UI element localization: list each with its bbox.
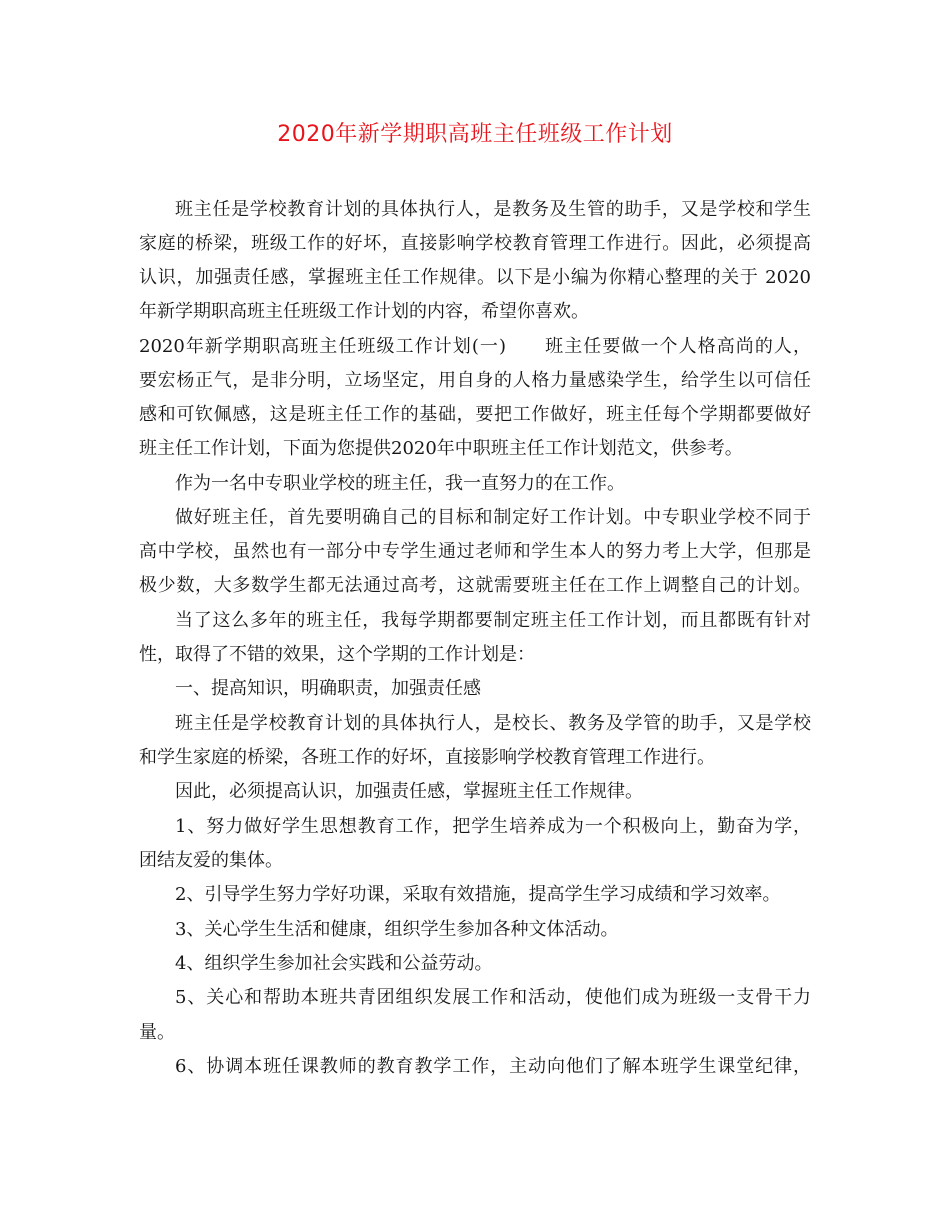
paragraph-line: 年新学期职高班主任班级工作计划的内容，希望你喜欢。	[139, 301, 589, 322]
paragraph-line: 1、努力做好学生思想教育工作，把学生培养成为一个积极向上，勤奋为学，	[175, 816, 811, 837]
paragraph-line: 做好班主任，首先要明确自己的目标和制定好工作计划。中专职业学校不同于	[175, 507, 811, 528]
paragraph-line: 性，取得了不错的效果，这个学期的工作计划是：	[139, 644, 535, 665]
paragraph-line: 当了这么多年的班主任，我每学期都要制定班主任工作计划，而且都既有针对	[175, 610, 811, 631]
paragraph-line: 一、提高知识，明确职责，加强责任感	[175, 678, 481, 699]
paragraph-line: 团结友爱的集体。	[139, 850, 283, 871]
paragraph-line: 高中学校，虽然也有一部分中专学生通过老师和学生本人的努力考上大学，但那是	[139, 541, 811, 562]
paragraph-line: 5、关心和帮助本班共青团组织发展工作和活动，使他们成为班级一支骨干力	[175, 987, 811, 1008]
paragraph-line: 作为一名中专职业学校的班主任，我一直努力的在工作。	[175, 473, 625, 494]
paragraph-line: 和学生家庭的桥梁，各班工作的好坏，直接影响学校教育管理工作进行。	[139, 747, 715, 768]
paragraph-line: 班主任工作计划，下面为您提供2020年中职班主任工作计划范文，供参考。	[139, 438, 743, 459]
paragraph-line: 量。	[139, 1022, 175, 1043]
paragraph-line: 3、关心学生生活和健康，组织学生参加各种文体活动。	[175, 919, 619, 940]
paragraph-line: 6、协调本班任课教师的教育教学工作，主动向他们了解本班学生课堂纪律，	[175, 1056, 811, 1077]
paragraph-line: 4、组织学生参加社会实践和公益劳动。	[175, 953, 493, 974]
paragraph-line: 2、引导学生努力学好功课，采取有效措施，提高学生学习成绩和学习效率。	[175, 884, 781, 905]
paragraph-line: 极少数，大多数学生都无法通过高考，这就需要班主任在工作上调整自己的计划。	[139, 575, 811, 596]
paragraph-line: 班主任是学校教育计划的具体执行人，是教务及生管的助手，又是学校和学生	[175, 199, 811, 220]
paragraph-line: 因此，必须提高认识，加强责任感，掌握班主任工作规律。	[175, 781, 643, 802]
paragraph-line: 班主任是学校教育计划的具体执行人，是校长、教务及学管的助手，又是学校	[175, 713, 811, 734]
paragraph-line: 感和可钦佩感，这是班主任工作的基础，要把工作做好，班主任每个学期都要做好	[139, 404, 811, 425]
paragraph-line: 家庭的桥梁，班级工作的好坏，直接影响学校教育管理工作进行。因此，必须提高	[139, 233, 811, 254]
document-title: 2020年新学期职高班主任班级工作计划	[277, 122, 673, 147]
paragraph-line: 2020年新学期职高班主任班级工作计划(一) 班主任要做一个人格高尚的人，	[139, 336, 811, 357]
paragraph-line: 认识，加强责任感，掌握班主任工作规律。以下是小编为你精心整理的关于 2020	[139, 267, 811, 288]
paragraph-line: 要宏杨正气，是非分明，立场坚定，用自身的人格力量感染学生，给学生以可信任	[139, 370, 811, 391]
